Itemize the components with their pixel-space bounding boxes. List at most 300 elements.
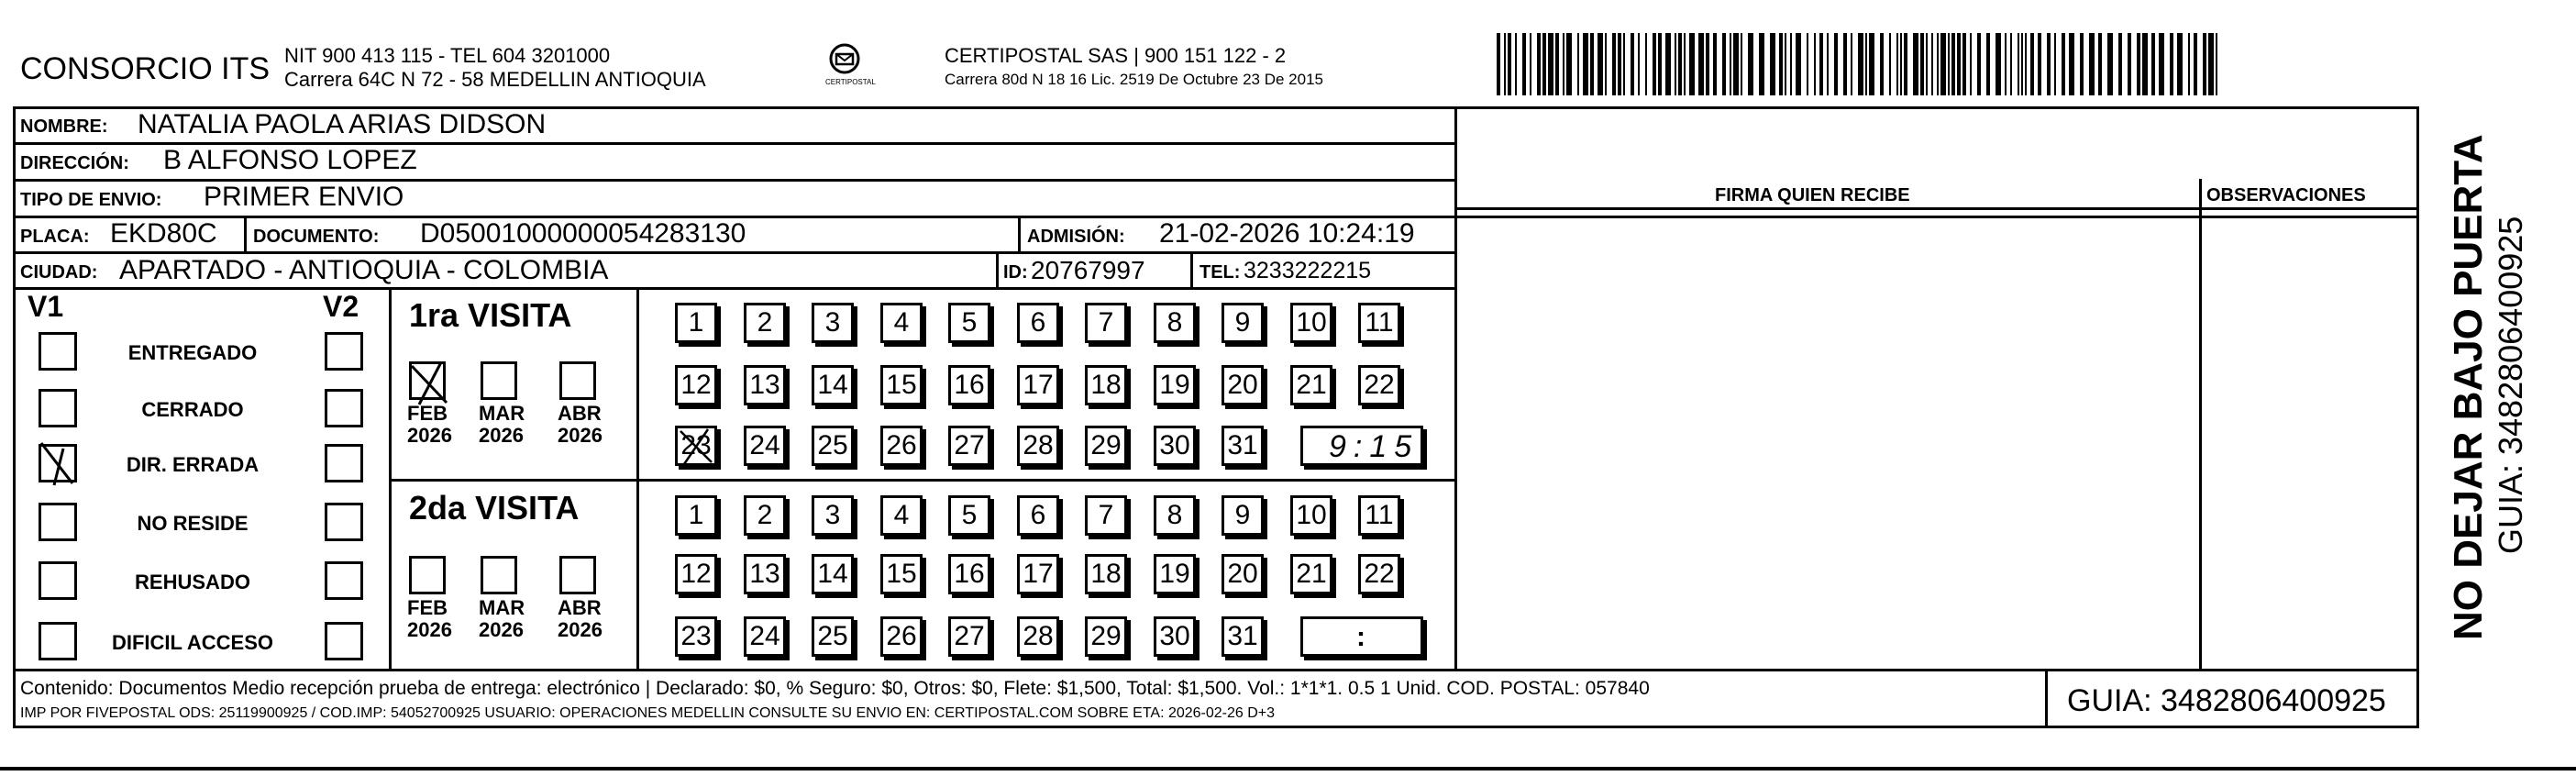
day-number: 9 [1234,500,1251,530]
no-dejar-bajo-puerta: NO DEJAR BAJO PUERTA [2446,134,2491,640]
day-number: 23 [680,430,712,460]
day-box[interactable] [880,616,923,657]
certipostal-address: Carrera 80d N 18 16 Lic. 2519 De Octubre 23 De 2015 [945,71,1323,88]
barcode-bar [1779,33,1783,95]
barcode-bar [1851,33,1852,95]
barcode-bar [1977,33,1981,95]
day-box[interactable] [675,554,717,594]
barcode-bar [2118,33,2122,95]
status-label: DIFICIL ACCESO [111,631,273,654]
placa-label: PLACA: [20,227,90,247]
day-number: 14 [817,559,848,589]
day-box[interactable] [948,495,990,536]
year-label: 2026 [407,424,452,447]
barcode-bar [2054,33,2056,95]
barcode-bar [1706,33,1709,95]
day-box[interactable] [675,495,717,536]
barcode-bar [2098,33,2102,95]
day-box[interactable] [1358,365,1400,405]
barcode-bar [1623,33,1625,95]
day-box[interactable] [1222,495,1264,536]
day-number: 1 [688,500,704,530]
v2-checkbox[interactable] [325,332,363,371]
company-name: CONSORCIO ITS [20,51,271,86]
barcode-bar [1504,33,1506,95]
barcode-bar [1555,33,1559,95]
barcode-bar [1548,33,1553,95]
day-number: 11 [1365,500,1394,530]
day-number: 6 [1030,307,1046,338]
day-number: 15 [886,370,917,400]
day-number: 19 [1159,559,1190,589]
day-box[interactable] [1017,616,1059,657]
day-number: 26 [886,430,917,460]
barcode-bar [1563,33,1564,95]
day-number: 25 [817,430,848,460]
day-number: 2 [757,307,773,338]
observaciones-label: OBSERVACIONES [2206,185,2366,205]
month-checkbox[interactable] [481,556,517,594]
day-number: 20 [1227,559,1258,589]
barcode-bar [1858,33,1863,95]
barcode-bar [1940,33,1946,95]
month-checkbox[interactable] [559,556,596,594]
hand-mark-icon [36,441,74,480]
month-label: ABR [558,596,602,619]
barcode-bar [1631,33,1634,95]
direccion-label: DIRECCIÓN: [20,153,129,173]
day-box[interactable] [675,303,717,343]
day-number: 31 [1227,621,1258,651]
barcode-bar [1770,33,1775,95]
documento-label: DOCUMENTO: [253,227,380,247]
barcode-bar [2025,33,2027,95]
barcode-bar [1658,33,1662,95]
day-box[interactable] [1358,303,1400,343]
logo-text: CERTIPOSTAL [825,78,876,86]
day-box[interactable] [1017,303,1059,343]
day-box[interactable] [1085,365,1127,405]
barcode-bar [1530,33,1531,95]
side-guia: GUIA: 3482806400925 [2492,216,2529,554]
nombre-value: NATALIA PAOLA ARIAS DIDSON [138,109,547,139]
barcode-bar [1748,33,1753,95]
day-box[interactable] [1085,616,1127,657]
day-number: 2 [757,500,773,530]
day-box[interactable] [1290,495,1332,536]
ciudad-value: APARTADO - ANTIOQUIA - COLOMBIA [119,255,609,285]
second-visit-time-box [1300,616,1423,657]
barcode-bar [1645,33,1647,95]
day-number: 30 [1159,430,1190,460]
barcode-bar [1869,33,1874,95]
barcode-bar [2128,33,2131,95]
month-label: FEB [407,596,448,619]
barcode-bar [1698,33,1704,95]
day-box[interactable] [1290,554,1332,594]
second-visit-time: : [1356,622,1365,652]
barcode-bar [2018,33,2019,95]
day-number: 24 [749,430,780,460]
barcode-bar [2203,33,2206,95]
company-nit: NIT 900 413 115 - TEL 604 3201000 [284,44,611,67]
barcode-bar [1819,33,1823,95]
day-box[interactable] [880,426,923,466]
barcode-bar [2194,33,2197,95]
day-box[interactable] [880,365,923,405]
v1-checkbox[interactable] [39,332,77,371]
day-number: 7 [1098,500,1114,530]
first-visit-time: 9:15 [1329,429,1420,464]
barcode-bar [1996,33,2001,95]
barcode-bar [1598,33,1603,95]
day-number: 4 [893,500,910,530]
day-box[interactable] [1017,495,1059,536]
day-box[interactable] [1085,303,1127,343]
tipo-envio-label: TIPO DE ENVIO: [20,190,162,210]
v2-checkbox[interactable] [325,622,363,660]
barcode-bar [2069,33,2074,95]
barcode-bar [2080,33,2084,95]
month-label: FEB [407,402,448,425]
v1-checkbox[interactable] [39,622,77,660]
day-number: 13 [749,370,780,400]
day-number: 9 [1234,307,1251,338]
day-number: 20 [1227,370,1258,400]
month-label: MAR [479,596,525,619]
certipostal-name: CERTIPOSTAL SAS | 900 151 122 - 2 [945,44,1287,67]
day-box[interactable] [1085,426,1127,466]
day-number: 24 [749,621,780,651]
day-number: 13 [749,559,780,589]
month-checkbox[interactable] [409,556,446,594]
barcode-bar [2021,33,2023,95]
day-box[interactable] [1154,616,1196,657]
barcode-bar [2062,33,2065,95]
barcode [1497,33,2223,95]
day-box[interactable] [1154,495,1196,536]
barcode-bar [2159,33,2164,95]
day-box[interactable] [744,365,786,405]
certipostal-logo [813,40,877,92]
id-value: 20767997 [1031,256,1145,284]
barcode-bar [1515,33,1517,95]
barcode-bar [2142,33,2148,95]
day-box[interactable] [744,495,786,536]
day-number: 29 [1090,621,1122,651]
barcode-bar [1970,33,1972,95]
barcode-bar [1675,33,1676,95]
day-number: 5 [961,307,978,338]
barcode-bar [1900,33,1902,95]
year-label: 2026 [558,618,603,641]
day-box[interactable] [1290,303,1332,343]
barcode-bar [1542,33,1546,95]
documento-value: D05001000000054283130 [420,218,746,249]
first-visit-title: 1ra VISITA [409,296,572,334]
day-box[interactable] [948,616,990,657]
day-box[interactable] [1222,426,1264,466]
day-box[interactable] [1358,495,1400,536]
day-box[interactable] [1154,426,1196,466]
day-number: 22 [1364,559,1395,589]
day-box[interactable] [1085,554,1127,594]
day-box[interactable] [812,303,854,343]
year-label: 2026 [479,424,524,447]
barcode-bar [1931,33,1933,95]
barcode-bar [1537,33,1541,95]
barcode-bar [1889,33,1891,95]
day-box[interactable] [675,426,717,466]
status-label: CERRADO [141,398,244,421]
day-box[interactable] [1017,426,1059,466]
second-visit-title: 2da VISITA [409,489,580,527]
day-box[interactable] [880,554,923,594]
placa-value: EKD80C [110,218,217,249]
day-number: 4 [893,307,910,338]
day-number: 17 [1023,559,1054,589]
barcode-bar [1741,33,1742,95]
v2-checkbox[interactable] [325,444,363,482]
v1-checkbox[interactable] [39,561,77,600]
day-box[interactable] [812,495,854,536]
day-number: 1 [688,307,704,338]
barcode-bar [1865,33,1867,95]
day-box[interactable] [1017,554,1059,594]
month-label: ABR [558,402,602,425]
barcode-bar [2038,33,2041,95]
barcode-bar [2151,33,2155,95]
barcode-bar [1948,33,1950,95]
barcode-bar [2010,33,2012,95]
day-number: 19 [1159,370,1190,400]
v1-checkbox[interactable] [39,503,77,541]
barcode-bar [1920,33,1924,95]
barcode-bar [1583,33,1588,95]
day-box[interactable] [744,426,786,466]
barcode-bar [1880,33,1884,95]
v1-checkbox[interactable] [39,389,77,427]
day-box[interactable] [880,303,923,343]
barcode-bar [1508,33,1511,95]
barcode-bar [1785,33,1786,95]
day-number: 3 [824,500,841,530]
barcode-bar [1904,33,1907,95]
tel-label: TEL: [1200,262,1241,283]
day-number: 18 [1090,559,1122,589]
barcode-bar [1590,33,1594,95]
day-number: 31 [1227,430,1258,460]
barcode-bar [2177,33,2183,95]
barcode-bar [1926,33,1928,95]
year-label: 2026 [558,424,603,447]
status-label: DIR. ERRADA [126,453,260,476]
barcode-bar [1522,33,1526,95]
tel-value: 3233222215 [1244,258,1372,283]
day-number: 10 [1296,307,1327,338]
day-number: 11 [1365,307,1394,338]
barcode-bar [1566,33,1572,95]
day-number: 7 [1098,307,1114,338]
barcode-bar [1733,33,1739,95]
barcode-bar [1638,33,1640,95]
day-box[interactable] [1290,365,1332,405]
footer-guia: GUIA: 3482806400925 [2067,683,2386,718]
hand-mark-icon [408,359,450,405]
ciudad-label: CIUDAD: [20,262,98,283]
v1-label: V1 [28,290,64,323]
day-box[interactable] [948,426,990,466]
barcode-bar [1843,33,1847,95]
day-box[interactable] [675,616,717,657]
status-label: NO RESIDE [137,512,249,535]
day-number: 28 [1023,430,1054,460]
barcode-bar [1796,33,1801,95]
barcode-bar [1605,33,1607,95]
barcode-bar [1689,33,1695,95]
day-box[interactable] [812,554,854,594]
barcode-bar [2030,33,2034,95]
barcode-bar [2047,33,2051,95]
day-box[interactable] [812,426,854,466]
barcode-bar [1951,33,1955,95]
barcode-bar [2005,33,2007,95]
day-number: 17 [1023,370,1054,400]
barcode-bar [1834,33,1838,95]
day-box[interactable] [1222,365,1264,405]
day-number: 23 [680,621,712,651]
admision-value: 21-02-2026 10:24:19 [1159,218,1415,249]
day-box[interactable] [744,616,786,657]
v2-checkbox[interactable] [325,503,363,541]
tipo-envio-value: PRIMER ENVIO [204,182,404,212]
day-box[interactable] [675,365,717,405]
day-box[interactable] [948,303,990,343]
admision-label: ADMISIÓN: [1027,227,1125,247]
day-number: 6 [1030,500,1046,530]
year-label: 2026 [407,618,452,641]
day-number: 28 [1023,621,1054,651]
day-box[interactable] [1222,616,1264,657]
day-number: 21 [1296,370,1327,400]
day-number: 12 [680,370,712,400]
barcode-bar [1730,33,1731,95]
day-number: 8 [1166,500,1183,530]
day-number: 26 [886,621,917,651]
day-number: 22 [1364,370,1395,400]
barcode-bar [1665,33,1671,95]
barcode-bar [1807,33,1808,95]
barcode-bar [1653,33,1656,95]
day-box[interactable] [1222,303,1264,343]
barcode-bar [1790,33,1792,95]
day-number: 16 [954,370,985,400]
barcode-bar [1962,33,1966,95]
day-number: 18 [1090,370,1122,400]
nombre-label: NOMBRE: [20,116,108,137]
month-label: MAR [479,402,525,425]
barcode-bar [1678,33,1682,95]
barcode-bar [2216,33,2217,95]
barcode-bar [1759,33,1764,95]
barcode-bar [1913,33,1918,95]
day-box[interactable] [948,554,990,594]
first-visit-time-box [1300,426,1423,466]
company-address: Carrera 64C N 72 - 58 MEDELLIN ANTIOQUIA [284,68,706,91]
status-label: ENTREGADO [127,341,258,364]
month-checkbox[interactable] [481,361,517,400]
hand-mark-icon [675,426,717,466]
firma-label: FIRMA QUIEN RECIBE [1715,185,1910,205]
barcode-bar [2208,33,2214,95]
month-checkbox[interactable] [559,361,596,400]
day-box[interactable] [1154,554,1196,594]
barcode-bar [2089,33,2095,95]
day-box[interactable] [1154,365,1196,405]
barcode-bar [1896,33,1898,95]
barcode-bar [1713,33,1717,95]
day-box[interactable] [1085,495,1127,536]
footer-imp: IMP POR FIVEPOSTAL ODS: 25119900925 / COD.IMP: 54052700925 USUARIO: OPERACIONES MEDELLIN CONSULTE SU ENVIO EN: CERTIPOSTAL.COM SOBRE ETA: 2026-02-26 D+3 [20,705,1276,721]
barcode-bar [1497,33,1500,95]
day-number: 12 [680,559,712,589]
month-checkbox[interactable] [409,361,446,400]
barcode-bar [1814,33,1816,95]
day-number: 29 [1090,430,1122,460]
day-number: 27 [954,430,985,460]
day-number: 16 [954,559,985,589]
day-number: 10 [1296,500,1327,530]
day-number: 3 [824,307,841,338]
v1-checkbox[interactable] [39,444,77,482]
day-box[interactable] [1222,554,1264,594]
barcode-bar [1957,33,1961,95]
barcode-bar [2188,33,2190,95]
day-box[interactable] [1017,365,1059,405]
footer-contenido: Contenido: Documentos Medio recepción prueba de entrega: electrónico | Declarado: $0, % Seguro: $0, Otros: $0, Flete: $1,500, Total: $1,500. Vol.: 1*1*1. 0.5 1 Unid. COD. POSTAL: 057840 [20,678,1650,699]
barcode-bar [1937,33,1939,95]
status-label: REHUSADO [135,571,250,593]
day-number: 25 [817,621,848,651]
barcode-bar [1577,33,1579,95]
day-number: 8 [1166,307,1183,338]
barcode-bar [2137,33,2140,95]
day-number: 27 [954,621,985,651]
day-box[interactable] [1154,303,1196,343]
v2-checkbox[interactable] [325,389,363,427]
day-box[interactable] [812,616,854,657]
v2-label: V2 [323,290,359,323]
v2-checkbox[interactable] [325,561,363,600]
day-number: 21 [1296,559,1327,589]
barcode-bar [1986,33,1990,95]
day-box[interactable] [744,554,786,594]
day-box[interactable] [948,365,990,405]
barcode-bar [2107,33,2113,95]
day-number: 5 [961,500,978,530]
barcode-bar [1827,33,1829,95]
day-box[interactable] [1358,554,1400,594]
day-box[interactable] [744,303,786,343]
id-label: ID: [1003,262,1028,283]
barcode-bar [2170,33,2173,95]
barcode-bar [1684,33,1686,95]
day-number: 15 [886,559,917,589]
barcode-bar [1612,33,1616,95]
day-box[interactable] [880,495,923,536]
year-label: 2026 [479,618,524,641]
day-box[interactable] [812,365,854,405]
